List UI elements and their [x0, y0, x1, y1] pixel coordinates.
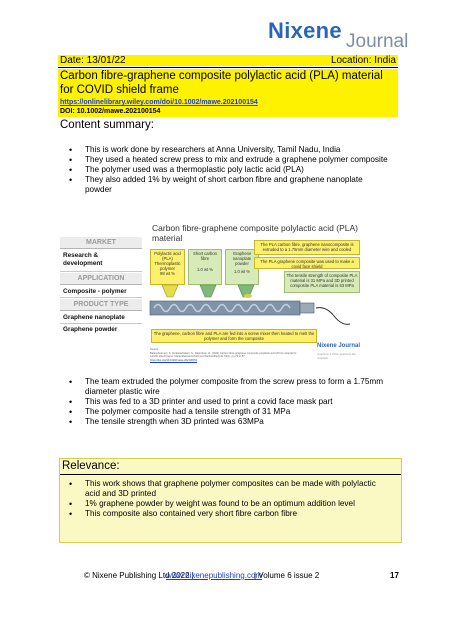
note-extrusion: The PLA carbon fibre, graphene nanocomposite is extruded to a 1.75mm diameter wire and cooled: [254, 240, 360, 255]
product-graphene-powder: Graphene powder: [63, 326, 118, 333]
list-item: • The team extruded the polymer composite from the screw press to form a 1.75mm diameter plastic wire: [62, 377, 388, 397]
list-item: • This was fed to a 3D printer and used to print a covid face mask part: [62, 397, 388, 407]
list-item: • 1% graphene powder by weight was found to be an optimum addition level: [62, 499, 392, 509]
article-doi: DOI: 10.1002/mawe.202100154: [60, 108, 161, 115]
input-amount: 1.0 wt %: [233, 269, 251, 274]
date-text: Date: 13/01/22: [60, 55, 126, 66]
source-link[interactable]: https://doi.org/10.1002/mawe.202100154: [150, 358, 198, 362]
list-item: • The polymer composite had a tensile strength of 31 MPa: [62, 407, 388, 417]
list-item: • The polymer used was a thermoplastic poly lactic acid (PLA): [62, 165, 388, 175]
note-tensile-strength: The tensile strength of composite PLA material is 31 MPa and 3D printed composite PLA material is 63 MPa: [284, 271, 360, 293]
process-list: [62, 377, 388, 427]
note-screw-mixer: The graphene, carbon fibre and PLA are fed into a screw mixer then heated to melt the polymer and form the composite: [151, 329, 317, 343]
logo-journal-text: Journal: [346, 31, 409, 52]
list-item: • They also added 1% by weight of short carbon fibre and graphene nanoplate powder: [62, 175, 388, 195]
relevance-heading: Relevance:: [62, 460, 120, 472]
market-heading: MARKET: [60, 237, 142, 249]
infographic-title: Carbon fibre-graphene composite polylactic acid (PLA) material: [152, 223, 358, 243]
infographic-logo-subtitle: Graphene & Other graphene-like materials: [317, 353, 356, 360]
market-value: Research & development: [63, 252, 103, 267]
relevance-box: [59, 458, 402, 543]
page-number: 17: [390, 571, 399, 580]
relevance-list: [62, 479, 392, 519]
product-graphene-nanoplate: Graphene nanoplate: [63, 314, 125, 321]
infographic-logo: Nixene Journal: [317, 343, 361, 349]
article-title-box: [58, 69, 398, 117]
list-item: • The tensile strength when 3D printed was 63MPa: [62, 417, 388, 427]
logo-nixene-text: Nixene: [268, 18, 342, 43]
note-face-shield: The PLA graphene composite was used to make a covid face shield: [254, 257, 360, 269]
source-label: Source:: [150, 348, 159, 351]
product-type-heading: PRODUCT TYPE: [60, 299, 142, 311]
application-heading: APPLICATION: [60, 273, 142, 285]
summary-list: [62, 145, 388, 195]
footer-volume: | Volume 6 issue 2: [254, 571, 320, 580]
article-link[interactable]: https://onlinelibrary.wiley.com/doi/10.1002/mawe.202100154: [60, 99, 258, 106]
panel-divider: [60, 297, 142, 298]
input-label: Short carbon fibre: [193, 251, 217, 261]
input-label: Graphene nanoplate powder: [232, 251, 252, 266]
input-amount: 98 wt %: [160, 271, 175, 276]
list-item: • They used a heated screw press to mix and extrude a graphene polymer composite: [62, 155, 388, 165]
panel-divider: [60, 271, 142, 272]
input-label: Polylactic acid (PLA) Thermoplastic polymer: [154, 251, 181, 271]
header-divider: [58, 67, 398, 68]
footer-website-link[interactable]: www.nixenepublishing.com: [166, 571, 263, 580]
relevance-divider: [60, 474, 401, 475]
source-reference: [150, 348, 300, 362]
source-citation: Balasubramani, S. Venkatachalam, S., Rajendran, R. (2022) Carbon fibre-graphene composite polylactic acid (PLA) material for COVID shield frame. Materialwissenschaft und Werkstofftechnik 53(1), pp.79 to 87: [150, 351, 297, 359]
application-value: Composite - polymer: [63, 288, 127, 295]
date-location-bar: [58, 55, 398, 66]
footer-copyright: © Nixene Publishing Ltd 2022 |: [84, 571, 194, 580]
journal-logo: [268, 18, 418, 54]
content-summary-heading: Content summary:: [60, 119, 154, 131]
article-title: Carbon fibre-graphene composite polylactic acid (PLA) material for COVID shield frame: [60, 70, 383, 96]
list-item: • This work shows that graphene polymer composites can be made with polylactic acid and 3D printed: [62, 479, 392, 499]
list-item: • This composite also contained very short fibre carbon fibre: [62, 509, 392, 519]
list-item: • This is work done by researchers at Anna University, Tamil Nadu, India: [62, 145, 388, 155]
panel-divider: [60, 323, 142, 324]
input-amount: 1.0 wt %: [196, 267, 214, 272]
location-text: Location: India: [330, 55, 396, 66]
